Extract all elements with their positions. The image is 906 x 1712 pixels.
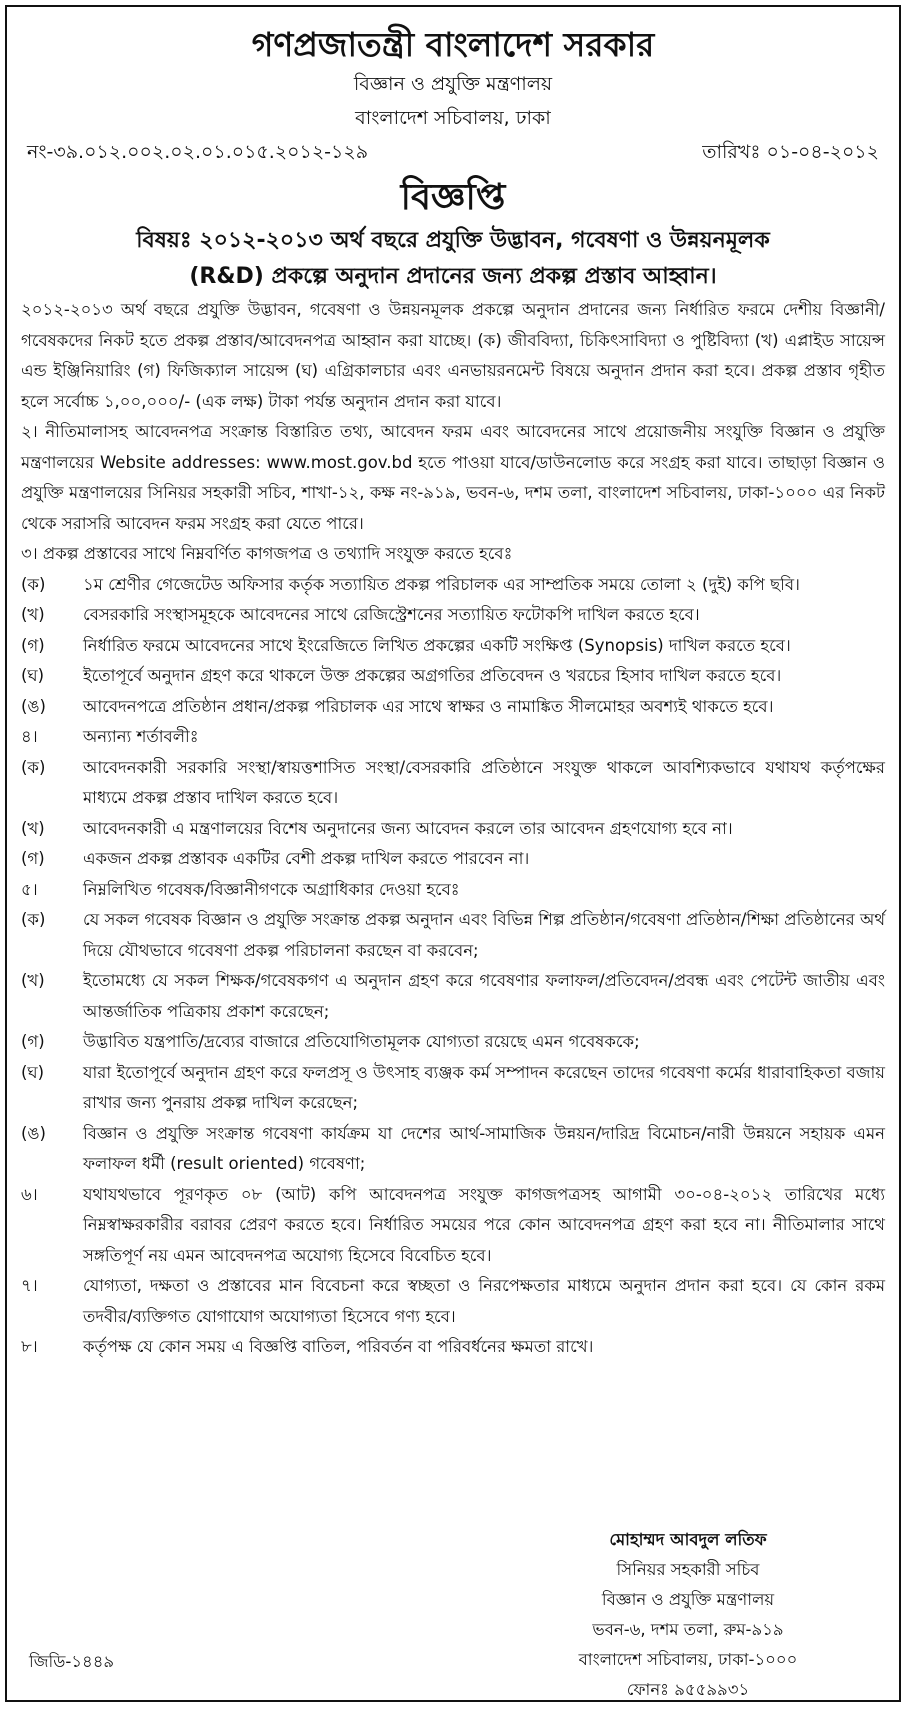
list-item bbox=[21, 661, 885, 692]
item-text: ইতোমধ্যে যে সকল শিক্ষক/গবেষকগণ এ অনুদান গ্রহণ করে গবেষণার ফলাফল/প্রতিবেদন/প্রবন্ধ এবং পেটেন্ট জাতীয় এবং আন্তর্জাতিক পত্রিকায় প্রকাশ করেছেন; bbox=[83, 971, 885, 1021]
item-label: (গ) bbox=[21, 635, 45, 655]
signatory-building: ভবন-৬, দশম তলা, রুম-৯১৯ bbox=[592, 1620, 784, 1639]
notice-title: বিজ্ঞপ্তি bbox=[400, 177, 506, 218]
intro-paragraph: ২০১২-২০১৩ অর্থ বছরে প্রযুক্তি উদ্ভাবন, গবেষণা ও উন্নয়নমূলক প্রকল্পে অনুদান প্রদানের জন্য নির্ধারিত ফরমে দেশীয় বিজ্ঞানী/গবেষকদের নিকট হতে প্রকল্প প্রস্তাব/আবেদনপত্র আহ্বান করা যাচ্ছে। (ক) জীববিদ্যা, চিকিৎসাবিদ্যা ও পুষ্টিবিদ্যা (খ) এপ্লাইড সায়েন্স এন্ড ইঞ্জিনিয়ারিং (গ) ফিজিক্যাল সায়েন্স (ঘ) এগ্রিকালচার এবং এনভায়রনমেন্ট বিষয়ে অনুদান প্রদান করা হবে। প্রকল্প প্রস্তাব গৃহীত হলে সর্বোচ্চ ১,০০,০০০/- (এক লক্ষ) টাকা পর্যন্ত অনুদান প্রদান করা যাবে। bbox=[21, 300, 885, 411]
list-item bbox=[21, 844, 885, 875]
subject-line-2: (R&D) প্রকল্পে অনুদান প্রদানের জন্য প্রকল্প প্রস্তাব আহ্বান। bbox=[189, 264, 717, 289]
item-text: আবেদনকারী এ মন্ত্রণালয়ের বিশেষ অনুদানের জন্য আবেদন করলে তার আবেদন গ্রহণযোগ্য হবে না। bbox=[83, 818, 733, 838]
signatory-ministry: বিজ্ঞান ও প্রযুক্তি মন্ত্রণালয় bbox=[601, 1590, 775, 1609]
item-label: (খ) bbox=[21, 971, 45, 990]
subject-line-1: বিষয়ঃ ২০১২-২০১৩ অর্থ বছরে প্রযুক্তি উদ্ভাবন, গবেষণা ও উন্নয়নমূলক bbox=[136, 228, 770, 253]
item-text: বেসরকারি সংস্থাসমূহকে আবেদনের সাথে রেজিস্ট্রেশনের সত্যায়িত ফটোকপি দাখিল করতে হবে। bbox=[83, 605, 700, 624]
item-label: (গ) bbox=[21, 1032, 45, 1051]
item-text: একজন প্রকল্প প্রস্তাবক একটির বেশী প্রকল্প দাখিল করতে পারবেন না। bbox=[83, 849, 530, 868]
list-item bbox=[21, 966, 885, 1027]
paragraph-3-list bbox=[21, 570, 885, 723]
ministry-name: বিজ্ঞান ও প্রযুক্তি মন্ত্রণালয় bbox=[353, 73, 553, 95]
list-item bbox=[21, 814, 885, 845]
paragraph-5-heading bbox=[21, 875, 885, 906]
item-label: (খ) bbox=[21, 818, 45, 838]
signatory-phone: ফোনঃ ৯৫৫৯৯৩১ bbox=[626, 1680, 750, 1699]
item-label: (খ) bbox=[21, 605, 45, 624]
item-text: ১ম শ্রেণীর গেজেটেড অফিসার কর্তৃক সত্যায়িত প্রকল্প পরিচালক এর সাম্প্রতিক সময়ে তোলা ২ (দুই) কপি ছবি। bbox=[83, 574, 800, 594]
list-item bbox=[21, 1058, 885, 1119]
list-item bbox=[21, 1119, 885, 1180]
list-item bbox=[21, 600, 885, 631]
item-text: বিজ্ঞান ও প্রযুক্তি সংক্রান্ত গবেষণা কার্যক্রম যা দেশের আর্থ-সামাজিক উন্নয়ন/দারিদ্র বিমোচন/নারী উন্নয়নে সহায়ক এমন ফলাফল ধর্মী (result oriented) গবেষণা; bbox=[83, 1123, 885, 1173]
item-label: (ঙ) bbox=[21, 696, 46, 716]
paragraph-5-list bbox=[21, 905, 885, 1180]
item-label: (ঘ) bbox=[21, 666, 45, 685]
signatory-name: মোহাম্মদ আবদুল লতিফ bbox=[609, 1530, 767, 1549]
item-text: ইতোপূর্বে অনুদান গ্রহণ করে থাকলে উক্ত প্রকল্পের অগ্রগতির প্রতিবেদন ও খরচের হিসাব দাখিল করতে হবে। bbox=[83, 666, 782, 685]
item-text: যারা ইতোপূর্বে অনুদান গ্রহণ করে ফলপ্রসূ ও উৎসাহ ব্যঞ্জক কর্ম সম্পাদন করেছেন তাদের গবেষণা কর্মের ধারাবাহিকতা বজায় রাখার জন্য পুনরায় প্রকল্প দাখিল করেছেন; bbox=[83, 1062, 885, 1112]
item-label: (ঙ) bbox=[21, 1123, 46, 1143]
item-text: যোগ্যতা, দক্ষতা ও প্রস্তাবের মান বিবেচনা করে স্বচ্ছতা ও নিরপেক্ষতার মাধ্যমে অনুদান প্রদান করা হবে। যে কোন রকম তদবীর/ব্যক্তিগত যোগাযোগ অযোগ্যতা হিসেবে গণ্য হবে। bbox=[83, 1276, 885, 1326]
item-text: আবেদনপত্রে প্রতিষ্ঠান প্রধান/প্রকল্প পরিচালক এর সাথে স্বাক্ষর ও নামাঙ্কিত সীলমোহর অবশ্যই থাকতে হবে। bbox=[83, 696, 774, 716]
notice-page bbox=[5, 5, 901, 1702]
item-label: (ক) bbox=[21, 574, 46, 594]
list-item bbox=[21, 1027, 885, 1058]
item-label: ৫। bbox=[21, 879, 38, 899]
item-label: ৭। bbox=[21, 1276, 38, 1295]
item-label: (গ) bbox=[21, 849, 45, 868]
item-text: নির্ধারিত ফরমে আবেদনের সাথে ইংরেজিতে লিখিত প্রকল্পের একটি সংক্ষিপ্ত (Synopsis) দাখিল করতে হবে। bbox=[83, 635, 791, 655]
item-label: ৪। bbox=[21, 727, 38, 746]
item-text: কর্তৃপক্ষ যে কোন সময় এ বিজ্ঞপ্তি বাতিল, পরিবর্তন বা পরিবর্ধনের ক্ষমতা রাখে। bbox=[83, 1337, 594, 1356]
list-item bbox=[21, 905, 885, 966]
paragraph-2: ২। নীতিমালাসহ আবেদনপত্র সংক্রান্ত বিস্তারিত তথ্য, আবেদন ফরম এবং আবেদনের সাথে প্রয়োজনীয় সংযুক্তি বিজ্ঞান ও প্রযুক্তি মন্ত্রণালয়ের Website addresses: www.most.gov.bd হতে পাওয়া যাবে/ডাউনলোড করে সংগ্রহ করা যাবে। তাছাড়া বিজ্ঞান ও প্রযুক্তি মন্ত্রণালয়ের সিনিয়র সহকারী সচিব, শাখা-১২, কক্ষ নং-৯১৯, ভবন-৬, দশম তলা, বাংলাদেশ সচিবালয়, ঢাকা-১০০০ এর নিকট থেকে সরাসরি আবেদন ফরম সংগ্রহ করা যেতে পারে। bbox=[21, 422, 885, 533]
item-text: উদ্ভাবিত যন্ত্রপাতি/দ্রব্যের বাজারে প্রতিযোগিতামূলক যোগ্যতা রয়েছে এমন গবেষককে; bbox=[83, 1032, 640, 1051]
item-text: আবেদনকারী সরকারি সংস্থা/স্বায়ত্তশাসিত সংস্থা/বেসরকারি প্রতিষ্ঠানে সংযুক্ত থাকলে আবশ্যিকভাবে যথাযথ কর্তৃপক্ষের মাধ্যমে প্রকল্প প্রস্তাব দাখিল করতে হবে। bbox=[83, 757, 885, 807]
signatory-address: বাংলাদেশ সচিবালয়, ঢাকা-১০০০ bbox=[578, 1650, 798, 1669]
paragraph-7 bbox=[21, 1271, 885, 1332]
paragraph-8 bbox=[21, 1332, 885, 1363]
gd-number: জিডি-১৪৪৯ bbox=[29, 1652, 115, 1671]
reference-line bbox=[21, 135, 885, 169]
list-item bbox=[21, 753, 885, 814]
government-title: গণপ্রজাতন্ত্রী বাংলাদেশ সরকার bbox=[251, 25, 655, 64]
paragraph-4-list bbox=[21, 753, 885, 875]
item-label: (ঘ) bbox=[21, 1062, 45, 1082]
secretariat-address: বাংলাদেশ সচিবালয়, ঢাকা bbox=[355, 107, 551, 129]
item-text: যথাযথভাবে পূরণকৃত ০৮ (আট) কপি আবেদনপত্র সংযুক্ত কাগজপত্রসহ আগামী ৩০-০৪-২০১২ তারিখের মধ্যে নিম্নস্বাক্ষরকারীর বরাবর প্রেরণ করতে হবে। নির্ধারিত সময়ের পরে কোন আবেদনপত্র গ্রহণ করা হবে না। নীতিমালার সাথে সঙ্গতিপূর্ণ নয় এমন আবেদনপত্র অযোগ্য হিসেবে বিবেচিত হবে। bbox=[83, 1184, 885, 1265]
paragraph-6 bbox=[21, 1180, 885, 1272]
list-item bbox=[21, 692, 885, 723]
item-text: যে সকল গবেষক বিজ্ঞান ও প্রযুক্তি সংক্রান্ত প্রকল্প অনুদান এবং বিভিন্ন শিল্প প্রতিষ্ঠান/গবেষণা প্রতিষ্ঠান/শিক্ষা প্রতিষ্ঠানের অর্থ দিয়ে যৌথভাবে গবেষণা প্রকল্প পরিচালনা করছেন বা করবেন; bbox=[83, 910, 885, 960]
notice-body bbox=[21, 295, 885, 1363]
list-item bbox=[21, 631, 885, 662]
signatory-designation: সিনিয়র সহকারী সচিব bbox=[616, 1560, 760, 1579]
list-item bbox=[21, 570, 885, 601]
item-label: ৬। bbox=[21, 1184, 38, 1204]
signature-block bbox=[523, 1525, 853, 1702]
notice-date: তারিখঃ ০১-০৪-২০১২ bbox=[702, 141, 879, 163]
item-label: (ক) bbox=[21, 757, 46, 777]
item-text: নিম্নলিখিত গবেষক/বিজ্ঞানীগণকে অগ্রাধিকার দেওয়া হবেঃ bbox=[83, 879, 460, 899]
item-label: (ক) bbox=[21, 910, 46, 929]
paragraph-4-heading bbox=[21, 722, 885, 753]
item-label: ৮। bbox=[21, 1337, 38, 1356]
memo-number: নং-৩৯.০১২.০০২.০২.০১.০১৫.২০১২-১২৯ bbox=[27, 141, 369, 163]
paragraph-3-heading: ৩। প্রকল্প প্রস্তাবের সাথে নিম্নবর্ণিত কাগজপত্র ও তথ্যাদি সংযুক্ত করতে হবেঃ bbox=[21, 544, 513, 563]
item-text: অন্যান্য শর্তাবলীঃ bbox=[83, 727, 199, 746]
